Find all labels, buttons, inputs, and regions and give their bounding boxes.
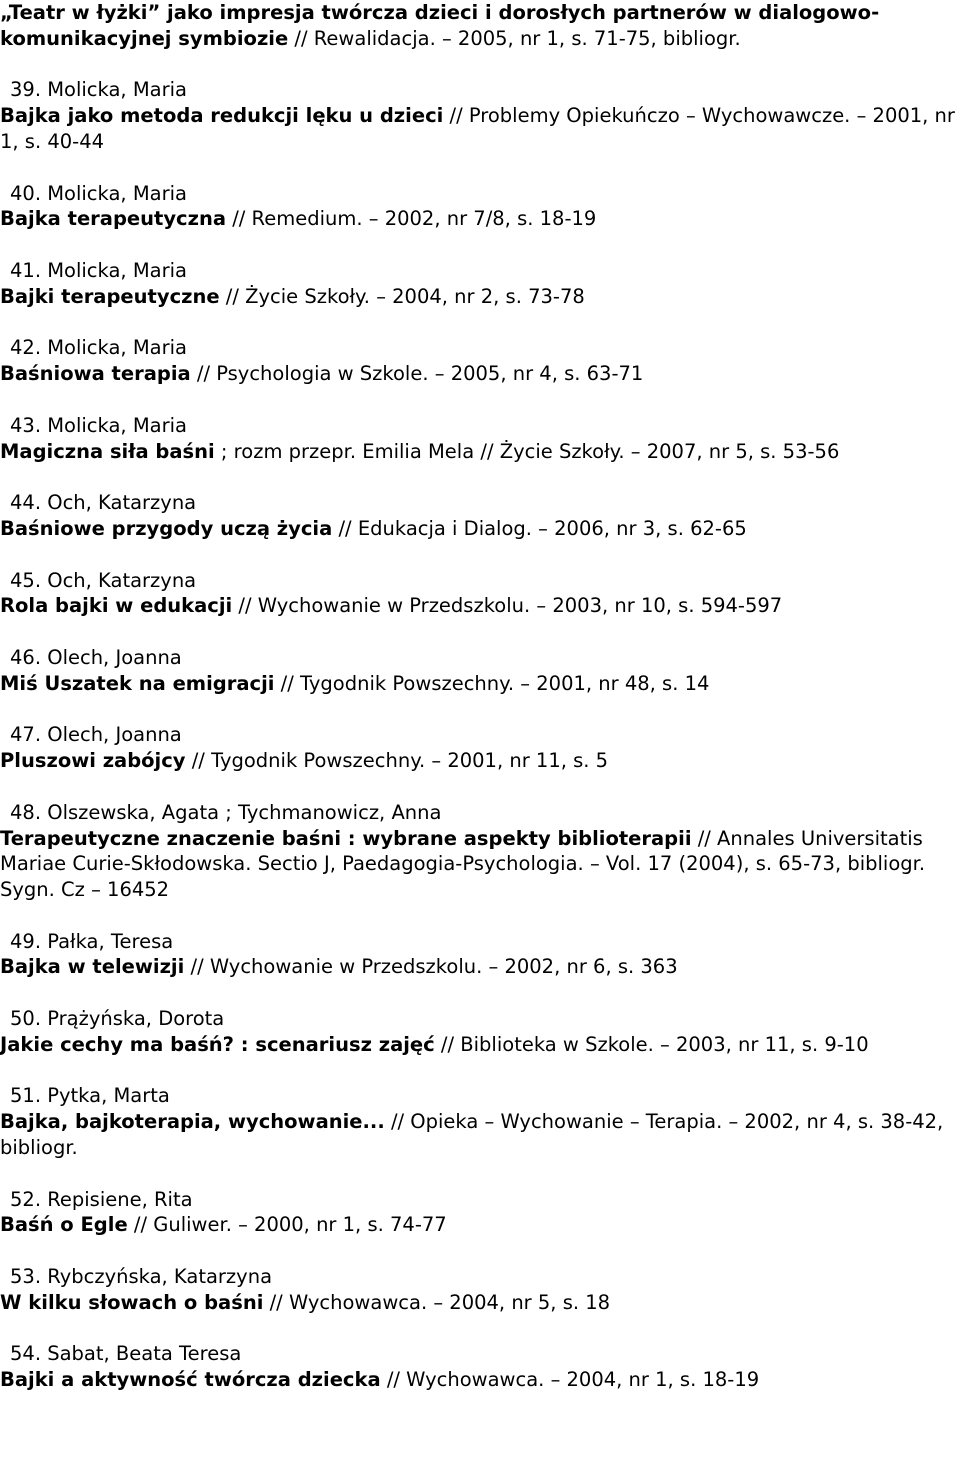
- entry-title: Bajka, bajkoterapia, wychowanie...: [0, 1110, 385, 1134]
- entry-description: [0, 516, 958, 542]
- spacer: [0, 464, 958, 490]
- entry-author-line: [0, 1006, 958, 1032]
- entry-title: „Teatr w łyżki” jako impresja twórcza dzieci i dorosłych partnerów w dialogowo-komunikacyjnej symbiozie: [0, 1, 880, 50]
- entry-author: Olech, Joanna: [47, 723, 182, 747]
- entry-author-line: [0, 568, 958, 594]
- entry-details: // Życie Szkoły. – 2004, nr 2, s. 73-78: [219, 284, 585, 308]
- bibliography-entry: [0, 800, 958, 903]
- bibliography-entry: [0, 722, 958, 774]
- bibliography-entry: [0, 258, 958, 310]
- entry-author-line: [0, 413, 958, 439]
- entry-number: 47.: [10, 723, 42, 747]
- entry-author: Molicka, Maria: [47, 78, 187, 102]
- entry-description: [0, 1212, 958, 1238]
- entry-details: ; rozm przepr. Emilia Mela // Życie Szkoły. – 2007, nr 5, s. 53-56: [214, 439, 840, 463]
- entry-details: // Rewalidacja. – 2005, nr 1, s. 71-75, bibliogr.: [288, 26, 741, 50]
- entry-details: // Psychologia w Szkole. – 2005, nr 4, s. 63-71: [190, 362, 644, 386]
- entry-description: [0, 954, 958, 980]
- entry-number: 44.: [10, 491, 42, 515]
- entry-title: Baśń o Egle: [0, 1213, 128, 1237]
- entry-author-line: [0, 490, 958, 516]
- entry-details: // Tygodnik Powszechny. – 2001, nr 48, s. 14: [274, 671, 710, 695]
- entry-author-line: [0, 335, 958, 361]
- entry-description: [0, 1290, 958, 1316]
- entry-number: 46.: [10, 645, 42, 669]
- entry-author-line: [0, 645, 958, 671]
- spacer: [0, 903, 958, 929]
- entry-title: Baśniowa terapia: [0, 362, 191, 386]
- entry-author-line: [0, 800, 958, 826]
- entry-description: [0, 284, 958, 310]
- entry-description: [0, 1032, 958, 1058]
- bibliography-entry: [0, 645, 958, 697]
- entry-author: Rybczyńska, Katarzyna: [47, 1265, 273, 1289]
- spacer: [0, 52, 958, 78]
- entry-details: // Opieka – Wychowanie – Terapia. – 2002, nr 4, s. 38-42, bibliogr.: [0, 1110, 944, 1160]
- entry-number: 48.: [10, 800, 42, 824]
- spacer: [0, 387, 958, 413]
- entry-author: Prążyńska, Dorota: [47, 1007, 225, 1031]
- entry-author: Och, Katarzyna: [47, 568, 197, 592]
- entry-details: // Annales Universitatis Mariae Curie-Skłodowska. Sectio J, Paedagogia-Psychologia. – Vol. 17 (2004), s. 65-73, bibliogr.: [0, 826, 926, 876]
- bibliography-entry: [0, 1341, 958, 1393]
- entry-details: // Guliwer. – 2000, nr 1, s. 74-77: [127, 1213, 447, 1237]
- entry-description: [0, 206, 958, 232]
- entry-number: 51.: [10, 1084, 42, 1108]
- entry-author-line: [0, 1083, 958, 1109]
- spacer: [0, 980, 958, 1006]
- entry-title: Rola bajki w edukacji: [0, 594, 233, 618]
- entry-description: [0, 439, 958, 465]
- bibliography-entry: [0, 181, 958, 233]
- entry-number: 39.: [10, 78, 42, 102]
- entry-author: Repisiene, Rita: [47, 1187, 193, 1211]
- bibliography-entry: [0, 1187, 958, 1239]
- bibliography-entry: [0, 1083, 958, 1160]
- spacer: [0, 155, 958, 181]
- entry-author: Olech, Joanna: [47, 645, 182, 669]
- entry-title: Bajka w telewizji: [0, 955, 185, 979]
- entry-description: [0, 593, 958, 619]
- entry-number: 41.: [10, 258, 42, 282]
- entry-details: // Edukacja i Dialog. – 2006, nr 3, s. 62-65: [332, 516, 747, 540]
- entry-author-line: [0, 77, 958, 103]
- entry-author: Molicka, Maria: [47, 181, 187, 205]
- bibliography-entry: [0, 1006, 958, 1058]
- entry-author: Molicka, Maria: [47, 258, 187, 282]
- entry-author: Pałka, Teresa: [47, 929, 174, 953]
- bibliography-entry: [0, 568, 958, 620]
- entry-title: Bajki terapeutyczne: [0, 284, 220, 308]
- entry-description: [0, 671, 958, 697]
- entry-author: Olszewska, Agata ; Tychmanowicz, Anna: [47, 800, 442, 824]
- entry-author-line: [0, 1187, 958, 1213]
- entry-description: [0, 1367, 958, 1393]
- entry-number: 54.: [10, 1342, 42, 1366]
- entry-author-line: [0, 929, 958, 955]
- spacer: [0, 232, 958, 258]
- bibliography-entry-lead: [0, 0, 958, 52]
- entry-details: // Wychowawca. – 2004, nr 1, s. 18-19: [380, 1368, 760, 1392]
- spacer: [0, 619, 958, 645]
- spacer: [0, 774, 958, 800]
- entry-details: // Wychowanie w Przedszkolu. – 2003, nr 10, s. 594-597: [232, 594, 783, 618]
- bibliography-entry: [0, 335, 958, 387]
- entry-author-line: [0, 1341, 958, 1367]
- entry-author: Molicka, Maria: [47, 336, 187, 360]
- entry-number: 53.: [10, 1265, 42, 1289]
- entry-description: [0, 748, 958, 774]
- entry-number: 43.: [10, 413, 42, 437]
- entry-details: // Wychowanie w Przedszkolu. – 2002, nr 6, s. 363: [184, 955, 678, 979]
- entry-author: Sabat, Beata Teresa: [47, 1342, 242, 1366]
- spacer: [0, 542, 958, 568]
- spacer: [0, 1058, 958, 1084]
- entry-title: Magiczna siła baśni: [0, 439, 215, 463]
- entry-author-line: [0, 258, 958, 284]
- bibliography-list: [0, 77, 958, 1393]
- entry-details: // Remedium. – 2002, nr 7/8, s. 18-19: [226, 207, 597, 231]
- bibliography-entry: [0, 1264, 958, 1316]
- entry-details: // Tygodnik Powszechny. – 2001, nr 11, s. 5: [185, 749, 609, 773]
- entry-title: Miś Uszatek na emigracji: [0, 671, 275, 695]
- entry-title: Bajki a aktywność twórcza dziecka: [0, 1368, 381, 1392]
- spacer: [0, 697, 958, 723]
- bibliography-entry: [0, 413, 958, 465]
- entry-description: [0, 103, 958, 155]
- entry-description: [0, 0, 958, 52]
- entry-number: 52.: [10, 1187, 42, 1211]
- entry-description: [0, 361, 958, 387]
- spacer: [0, 1238, 958, 1264]
- entry-details: // Biblioteka w Szkole. – 2003, nr 11, s. 9-10: [434, 1032, 869, 1056]
- entry-details: // Problemy Opiekuńczo – Wychowawcze. – 2001, nr 1, s. 40-44: [0, 104, 955, 153]
- entry-author: Molicka, Maria: [47, 413, 187, 437]
- spacer: [0, 1316, 958, 1342]
- entry-number: 50.: [10, 1007, 42, 1031]
- entry-signature: Sygn. Cz – 16452: [0, 878, 170, 902]
- bibliography-entry: [0, 77, 958, 154]
- bibliography-entry: [0, 490, 958, 542]
- entry-title: Bajka jako metoda redukcji lęku u dzieci: [0, 104, 444, 128]
- entry-title: Baśniowe przygody uczą życia: [0, 516, 333, 540]
- entry-description: [0, 1109, 958, 1161]
- entry-author-line: [0, 181, 958, 207]
- entry-number: 45.: [10, 568, 42, 592]
- entry-title: Pluszowi zabójcy: [0, 749, 186, 773]
- entry-title: Bajka terapeutyczna: [0, 207, 226, 231]
- entry-title: W kilku słowach o baśni: [0, 1290, 264, 1314]
- entry-number: 40.: [10, 181, 42, 205]
- entry-number: 42.: [10, 336, 42, 360]
- bibliography-entry: [0, 929, 958, 981]
- spacer: [0, 310, 958, 336]
- entry-description: [0, 826, 958, 878]
- entry-title: Terapeutyczne znaczenie baśni : wybrane aspekty biblioterapii: [0, 826, 692, 850]
- entry-author-line: [0, 722, 958, 748]
- entry-author: Och, Katarzyna: [47, 491, 197, 515]
- entry-author: Pytka, Marta: [47, 1084, 170, 1108]
- entry-details: // Wychowawca. – 2004, nr 5, s. 18: [263, 1290, 611, 1314]
- spacer: [0, 1161, 958, 1187]
- entry-author-line: [0, 1264, 958, 1290]
- entry-number: 49.: [10, 929, 42, 953]
- entry-title: Jakie cechy ma baśń? : scenariusz zajęć: [0, 1032, 435, 1056]
